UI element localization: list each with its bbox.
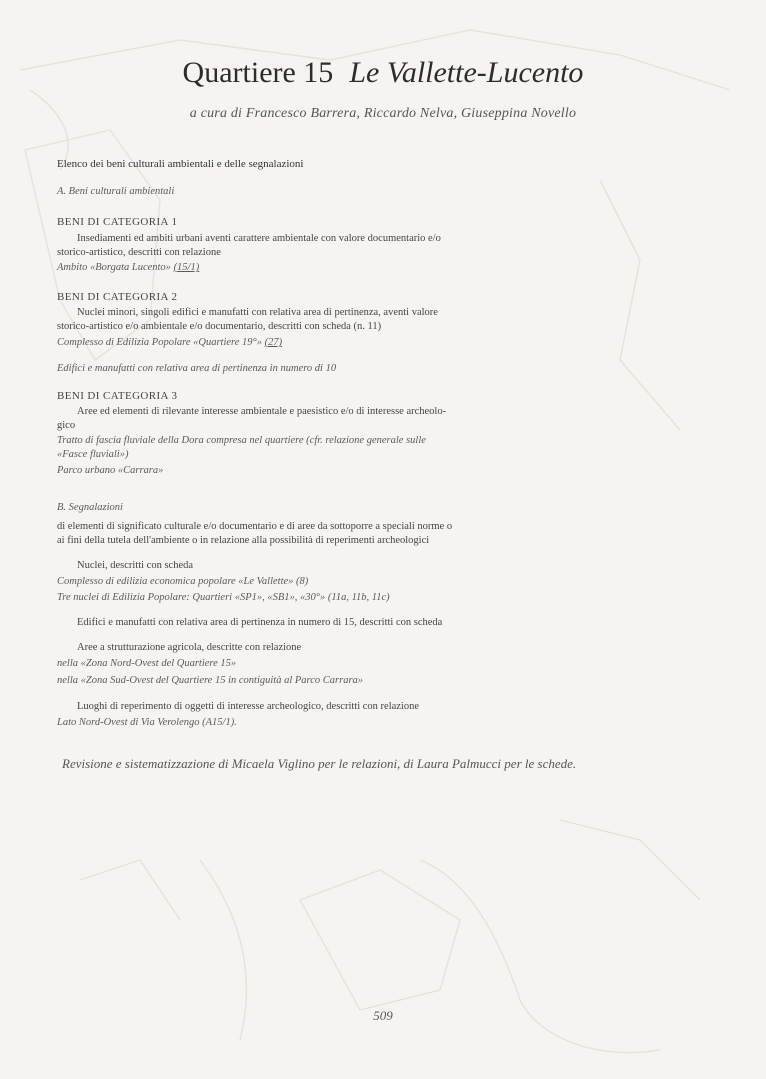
category-2-item1-ref: (27)	[264, 337, 283, 348]
authors-line: a cura di Francesco Barrera, Riccardo Nelva, Giuseppina Novello	[189, 106, 577, 121]
category-2-item2: Edifici e manufatti con relativa area di pertinenza in numero di 10	[57, 363, 337, 374]
category-3-item1-cont: «Fasce fluviali»)	[57, 449, 129, 460]
category-3-desc-line2: gico	[57, 420, 76, 431]
category-3-title: BENI DI CATEGORIA 3	[57, 390, 178, 402]
section-b-intro-line1: di elementi di significato culturale e/o documentario e di aree da sottoporre a speciali norme o	[57, 521, 453, 532]
category-1-item-text: Ambito «Borgata Lucento»	[57, 262, 174, 273]
category-2-desc-line1: Nuclei minori, singoli edifici e manufatti con relativa area di pertinenza, aventi valore	[77, 307, 438, 318]
list-heading: Elenco dei beni culturali ambientali e delle segnalazioni	[57, 158, 304, 170]
section-b-heading: B. Segnalazioni	[57, 502, 123, 513]
group-nuclei: Nuclei, descritti con scheda	[77, 560, 194, 571]
group-nuclei-item2: Tre nuclei di Edilizia Popolare: Quartieri «SP1», «SB1», «30°» (11a, 11b, 11c)	[57, 592, 390, 603]
category-2-title: BENI DI CATEGORIA 2	[57, 291, 178, 303]
group-edifici: Edifici e manufatti con relativa area di pertinenza in numero di 15, descritti con scheda	[77, 617, 443, 628]
category-3-item2: Parco urbano «Carrara»	[57, 465, 164, 476]
quarter-number: Quartiere 15	[182, 56, 334, 89]
group-aree-agricole: Aree a strutturazione agricola, descritte con relazione	[77, 642, 302, 653]
section-a-heading: A. Beni culturali ambientali	[57, 186, 175, 197]
group-archeologia: Luoghi di reperimento di oggetti di interesse archeologico, descritti con relazione	[77, 701, 420, 712]
category-3-desc-line1: Aree ed elementi di rilevante interesse ambientale e paesistico e/o di interesse archeolo-	[77, 406, 447, 417]
group-archeologia-item1: Lato Nord-Ovest di Via Verolengo (A15/1).	[57, 717, 237, 728]
category-2-desc-line2: storico-artistico e/o ambientale e/o documentario, descritti con scheda (n. 11)	[57, 321, 382, 332]
page-title	[0, 56, 766, 90]
category-1-desc-line1: Insediamenti ed ambiti urbani aventi carattere ambientale con valore documentario e/o	[77, 233, 441, 244]
revision-note: Revisione e sistematizzazione di Micaela Viglino per le relazioni, di Laura Palmucci per le schede.	[62, 756, 577, 771]
group-nuclei-item1: Complesso di edilizia economica popolare «Le Vallette» (8)	[57, 576, 309, 587]
section-b-intro-line2: ai fini della tutela dell'ambiente o in relazione alla possibilità di reperimenti archeologici	[57, 535, 430, 546]
group-aree-item2: nella «Zona Sud-Ovest del Quartiere 15 in contiguità al Parco Carrara»	[57, 675, 364, 686]
category-2-item1	[57, 337, 282, 348]
group-aree-item1: nella «Zona Nord-Ovest del Quartiere 15»	[57, 658, 237, 669]
page-number: 509	[373, 1008, 393, 1023]
quarter-name: Le Vallette-Lucento	[349, 56, 584, 89]
category-3-item1: Tratto di fascia fluviale della Dora compresa nel quartiere (cfr. relazione generale sulle	[57, 435, 426, 446]
category-2-item1-text: Complesso di Edilizia Popolare «Quartiere 19°»	[57, 337, 265, 348]
category-1-desc-line2: storico-artistico, descritti con relazione	[57, 247, 221, 258]
category-1-item	[57, 262, 199, 273]
category-1-item-ref: (15/1)	[173, 262, 200, 273]
category-1-title: BENI DI CATEGORIA 1	[57, 216, 178, 228]
